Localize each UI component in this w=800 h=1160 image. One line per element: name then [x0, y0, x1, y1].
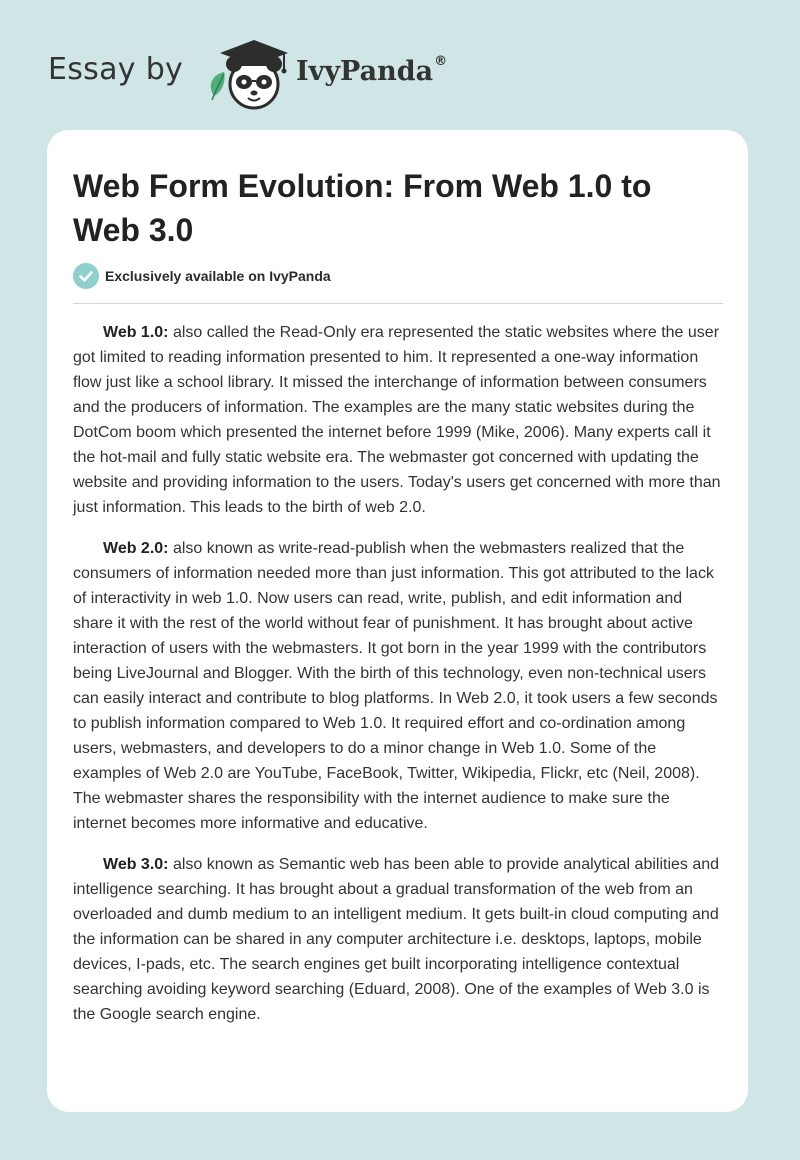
- check-circle-icon: [73, 263, 99, 289]
- page-title: Web Form Evolution: From Web 1.0 to Web 3.0: [73, 168, 652, 248]
- paragraph-lead: Web 2.0:: [103, 540, 169, 557]
- paragraph-web-2: [73, 536, 723, 836]
- paragraph-text: also known as write-read-publish when the webmasters realized that the consumers of information needed more than just information. This got attributed to the lack of interactivity in web 1.0. Now users can read, write, publish, and edit information and share it with the rest of the world without fear of punishment. It has brought about active interaction of users with the webmasters. It got born in the year 1999 with the contributors being LiveJournal and Blogger. With the birth of this technology, even non-technical users can easily interact and contribute to blog platforms. In Web 2.0, it took users a few seconds to publish information compared to Web 1.0. It required effort and co-ordination among users, webmasters, and developers to do a minor change in Web 1.0. Some of the examples of Web 2.0 are YouTube, FaceBook, Twitter, Wikipedia, Flickr, etc (Neil, 2008). The webmaster shares the responsibility with the internet audience to make sure the internet becomes more informative and educative.: [73, 540, 718, 832]
- registered-mark: ®: [434, 54, 448, 69]
- essay-card: [47, 130, 748, 1112]
- paragraph-text: also called the Read-Only era represented the static websites where the user got limited to reading information presented to him. It represented a one-way information flow just like a school library. It missed the interchange of information between consumers and the producers of information. The examples are the many static websites during the DotCom boom which presented the internet before 1999 (Mike, 2006). Many experts call it the hot-mail and fully static website era. The webmaster got concerned with updating the website and providing information to the users. Today's users get concerned with more than just information. This leads to the birth of web 2.0.: [73, 324, 721, 516]
- paragraph-text: also known as Semantic web has been able to provide analytical abilities and intelligence searching. It has brought about a gradual transformation of the web from an overloaded and dumb medium to an intelligent medium. It gets built-in cloud computing and the information can be shared in any computer architecture i.e. desktops, laptops, mobile devices, I-pads, etc. The search engines get built incorporating intelligence contextual searching avoiding keyword searching (Eduard, 2008). One of the examples of Web 3.0 is the Google search engine.: [73, 856, 720, 1023]
- panda-graduate-icon[interactable]: [204, 36, 294, 112]
- exclusive-badge: [73, 263, 331, 289]
- paragraph-web-1: [73, 320, 723, 520]
- paragraph-lead: Web 3.0:: [103, 856, 169, 873]
- essay-body: [73, 320, 723, 1043]
- paragraph-lead: Web 1.0:: [103, 324, 169, 341]
- paragraph-web-3: [73, 852, 723, 1027]
- brand-header: [48, 36, 508, 112]
- exclusive-badge-label: Exclusively available on IvyPanda: [105, 268, 331, 284]
- brand-prefix: Essay by: [48, 52, 184, 87]
- divider: [73, 303, 723, 304]
- brand-name[interactable]: IvyPanda®: [296, 54, 448, 87]
